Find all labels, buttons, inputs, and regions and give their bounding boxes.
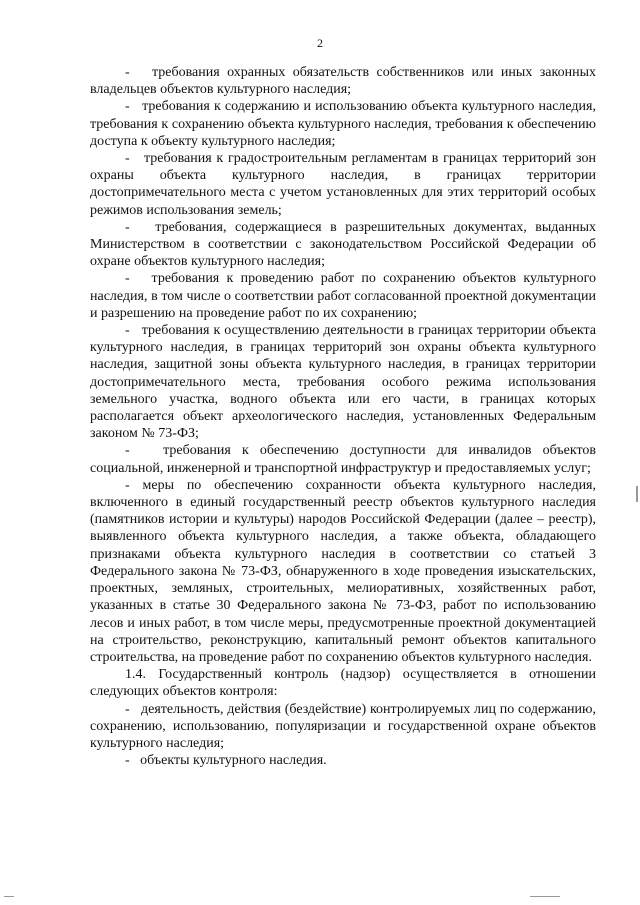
paragraph-2: - требования к содержанию и использованию объекта культурного наследия, требования к сохранению объекта культурного наследия, требования к обеспечению доступа к объекту культурного наследия; — [90, 99, 596, 149]
paragraph-4: - требования, содержащиеся в разрешительных документах, выданных Министерством в соответствии с законодательством Российской Федерации об охране объектов культурного наследия; — [90, 219, 596, 270]
scan-mark-bottom-right — [530, 896, 560, 897]
paragraph-10: - деятельность, действия (бездействие) контролируемых лиц по содержанию, сохранению, использованию, популяризации и государственной охране объектов культурного наследия; — [90, 701, 596, 751]
page-number: 2 — [317, 36, 323, 50]
paragraph-1: - требования охранных обязательств собственников или иных законных владельцев объектов культурного наследия; — [90, 65, 596, 98]
paragraph-7: - требования к обеспечению доступности для инвалидов объектов социальной, инженерной и транспортной инфраструктур и предоставляемых услуг; — [90, 443, 596, 476]
paragraph-9: 1.4. Государственный контроль (надзор) осуществляется в отношении следующих объектов контроля: — [90, 667, 596, 700]
scan-mark-bottom-left — [4, 896, 14, 897]
scan-mark-right — [636, 486, 638, 502]
paragraph-5: - требования к проведению работ по сохранению объектов культурного наследия, в том числе о соответствии работ согласованной проектной документации и разрешению на проведение работ по их сохранению; — [90, 271, 596, 321]
document-body — [90, 64, 596, 769]
paragraph-8: - меры по обеспечению сохранности объекта культурного наследия, включенного в единый государственный реестр объектов культурного наследия (памятников истории и культуры) народов Российской Федерации (далее – реестр), выявленного объекта культурного наследия, а также объекта, обладающего признаками объекта культурного наследия в соответствии со статьей 3 Федерального закона № 73-ФЗ, обнаруженного в ходе проведения изыскательских, проектных, земляных, строительных, мелиоративных, хозяйственных работ, указанных в статье 30 Федерального закона № 73-ФЗ, работ по использованию лесов и иных работ, в том числе меры, предусмотренные проектной документацией на строительство, реконструкцию, капитальный ремонт объектов капитального строительства, на проведение работ по сохранению объектов культурного наследия. — [90, 477, 596, 665]
paragraph-11: - объекты культурного наследия. — [125, 753, 327, 769]
paragraph-3: - требования к градостроительным регламентам в границах территорий зон охраны объекта культурного наследия, в границах территории достопримечательного места с учетом установленных для этих территорий особых режимов использования земель; — [90, 151, 596, 218]
paragraph-6: - требования к осуществлению деятельности в границах территории объекта культурного наследия, в границах территорий зон охраны объекта культурного наследия, защитной зоны объекта культурного наследия, в границах территории достопримечательного места, требования особого режима использования земельного участка, водного объекта или его части, в границах которых располагается объект археологического наследия, установленных Федеральным законом № 73-ФЗ; — [90, 323, 596, 442]
